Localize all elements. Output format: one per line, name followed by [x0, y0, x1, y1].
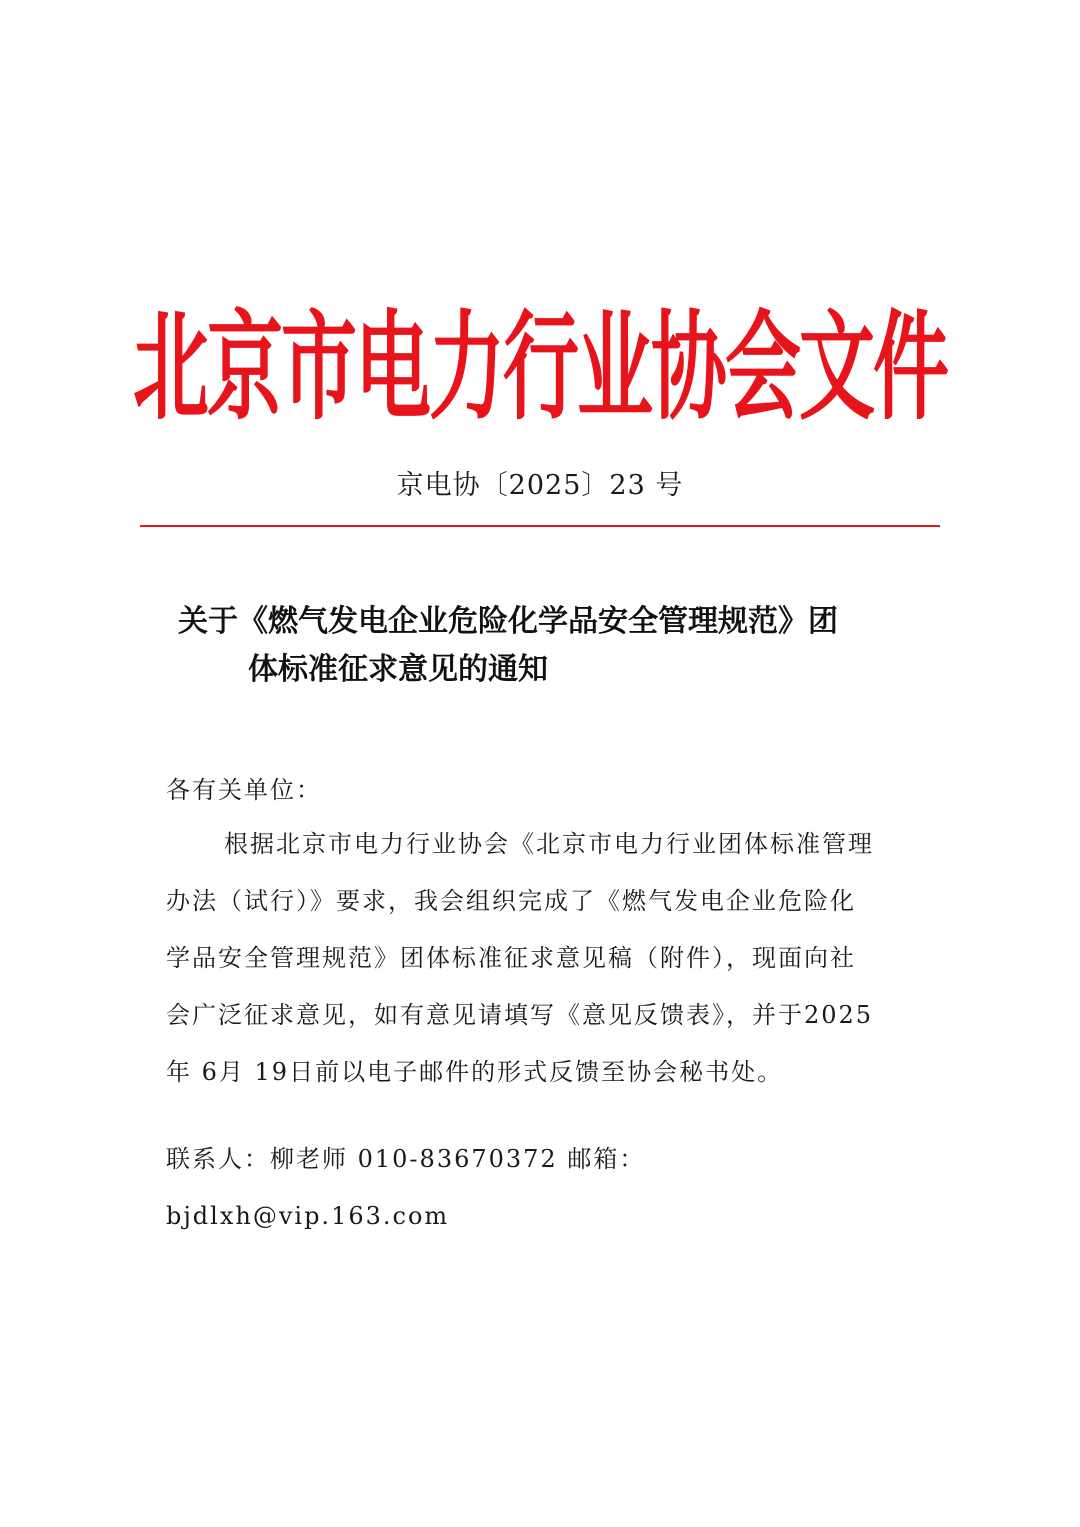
paragraph-line: 年 6月 19日前以电子邮件的形式反馈至协会秘书处。 — [166, 1058, 784, 1086]
paragraph-line: 学品安全管理规范》团体标准征求意见稿（附件），现面向社 — [166, 944, 856, 972]
paragraph-line: 会广泛征求意见，如有意见请填写《意见反馈表》，并于2025 — [166, 1001, 874, 1029]
notice-title-line-1: 关于《燃气发电企业危险化学品安全管理规范》团 — [178, 604, 838, 639]
masthead — [133, 282, 947, 436]
salutation: 各有关单位： — [166, 776, 322, 804]
paragraph-line: 办法（试行）》要求，我会组织完成了《燃气发电企业危险化 — [166, 887, 856, 915]
red-divider-line — [140, 525, 940, 527]
masthead-title: 北京市电力行业协会文件 — [133, 297, 947, 436]
document-number: 京电协〔2025〕23 号 — [396, 470, 684, 501]
notice-title — [178, 598, 938, 694]
body-paragraph — [166, 816, 926, 1101]
notice-title-line-2: 体标准征求意见的通知 — [248, 652, 548, 687]
contact-info: 联系人：柳老师 010-83670372 邮箱：bjdlxh@vip.163.com — [166, 1145, 646, 1230]
paragraph-line: 根据北京市电力行业协会《北京市电力行业团体标准管理 — [224, 830, 874, 858]
